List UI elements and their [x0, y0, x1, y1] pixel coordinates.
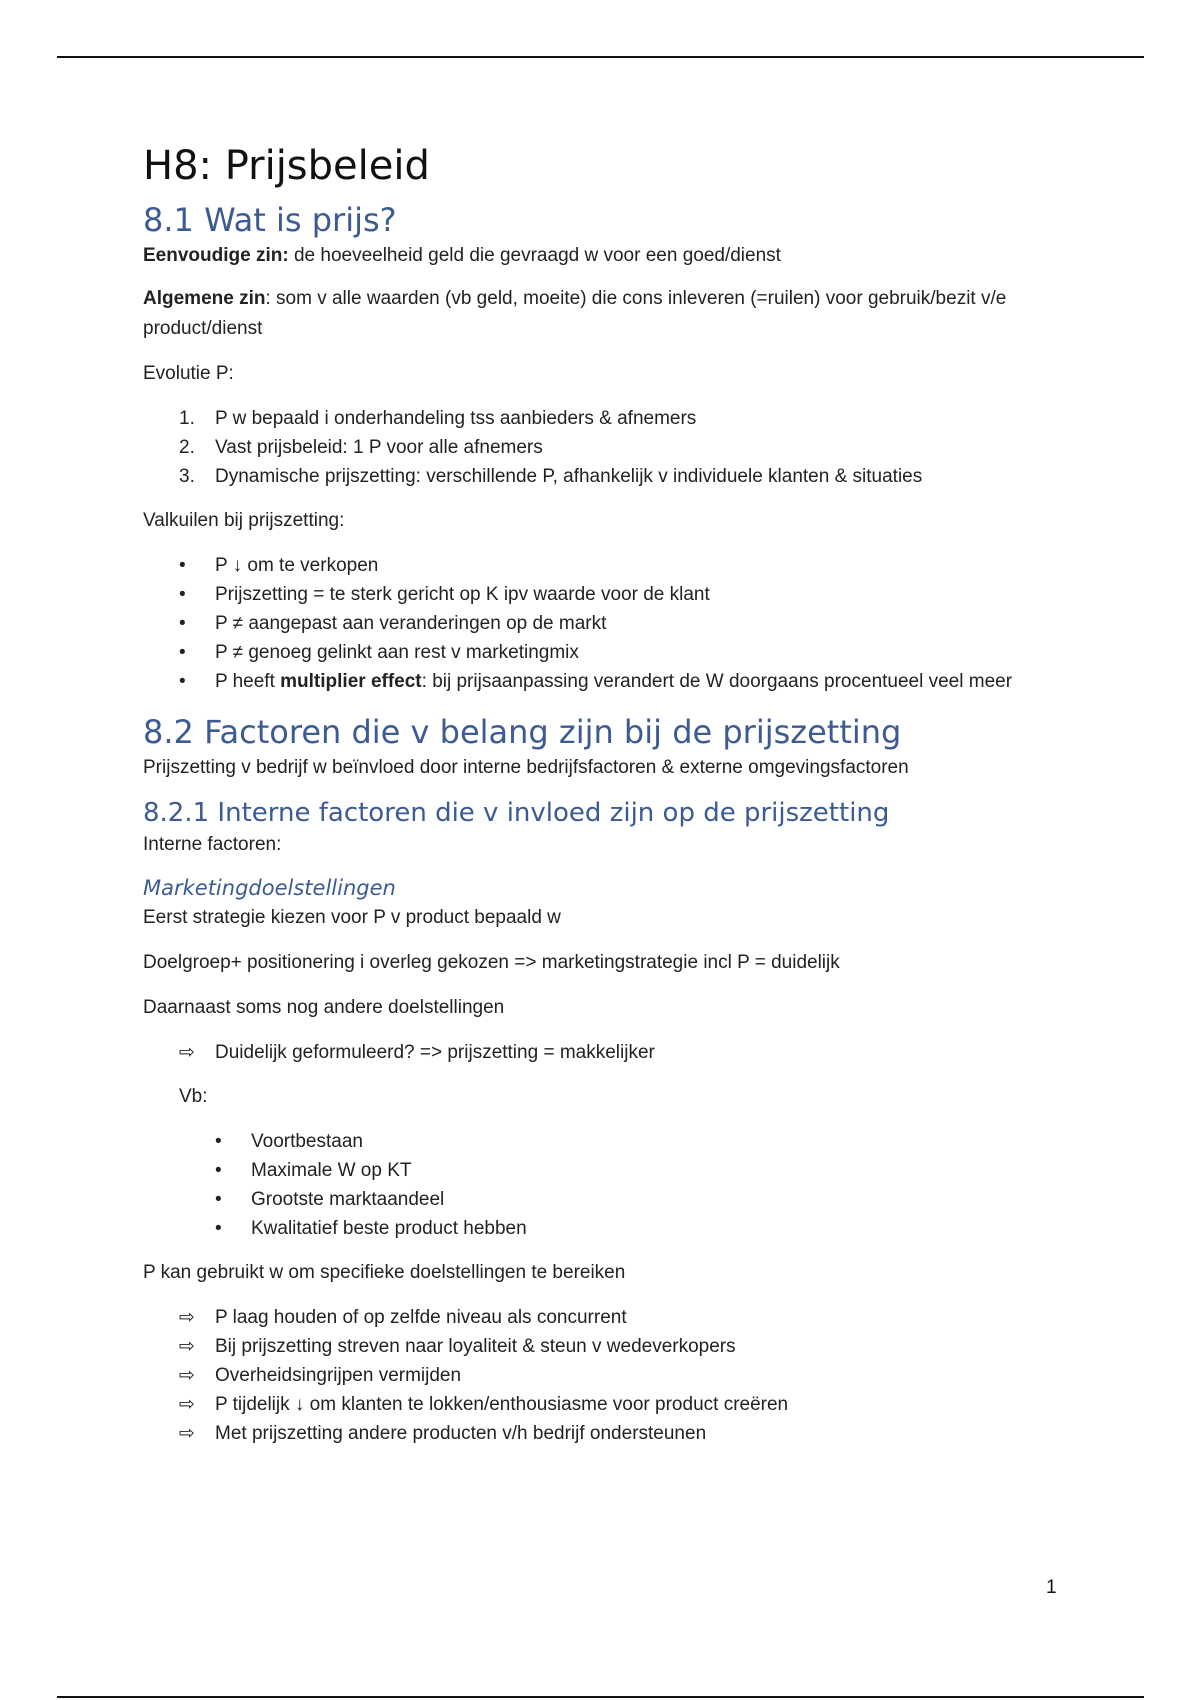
bullet-icon: •	[215, 1160, 222, 1181]
definition-simple-text: de hoeveelheid geld die gevraagd w voor een goed/dienst	[288, 245, 781, 266]
arrow-icon: ⇨	[179, 1365, 195, 1386]
list-item: • Maximale W op KT	[143, 1156, 1043, 1185]
list-item: • Kwalitatief beste product hebben	[143, 1214, 1043, 1243]
interne-factoren-label: Interne factoren:	[143, 834, 282, 855]
specifiek-label: P kan gebruikt w om specifieke doelstellingen te bereiken	[143, 1262, 626, 1283]
bullet-icon: •	[179, 584, 186, 605]
bullet-icon: •	[179, 642, 186, 663]
definition-general-text: : som v alle waarden (vb geld, moeite) die cons inleveren (=ruilen) voor gebruik/bezit v/e product/dienst	[143, 288, 1007, 339]
section-8-2-intro: Prijszetting v bedrijf w beïnvloed door interne bedrijfsfactoren & externe omgevingsfactoren	[143, 757, 909, 778]
list-item: • P ↓ om te verkopen	[143, 551, 1043, 580]
list-item: ⇨ Met prijszetting andere producten v/h bedrijf ondersteunen	[143, 1419, 1043, 1448]
arrow-icon: ⇨	[179, 1336, 195, 1357]
list-item: ⇨ P laag houden of op zelfde niveau als concurrent	[143, 1303, 1043, 1332]
list-item: • P ≠ genoeg gelinkt aan rest v marketingmix	[143, 638, 1043, 667]
list-item: • Prijszetting = te sterk gericht op K ipv waarde voor de klant	[143, 580, 1043, 609]
list-item: 2. Vast prijsbeleid: 1 P voor alle afnemers	[143, 433, 1043, 462]
evolutie-label: Evolutie P:	[143, 363, 234, 384]
list-item: ⇨ Overheidsingrijpen vermijden	[143, 1361, 1043, 1390]
list-item: ⇨ Bij prijszetting streven naar loyaliteit & steun v wedeverkopers	[143, 1332, 1043, 1361]
bullet-icon: •	[179, 555, 186, 576]
list-item: • P ≠ aangepast aan veranderingen op de markt	[143, 609, 1043, 638]
arrow-list	[143, 1038, 1043, 1067]
list-number: 1.	[179, 408, 195, 429]
evolutie-list	[143, 404, 1043, 491]
list-number: 2.	[179, 437, 195, 458]
bullet-icon: •	[215, 1189, 222, 1210]
document-page	[143, 135, 1043, 1463]
marketingdoelstellingen-heading: Marketingdoelstellingen	[143, 876, 396, 900]
definition-general	[143, 284, 1043, 344]
section-8-1-heading: 8.1 Wat is prijs?	[143, 201, 397, 239]
bullet-icon: •	[215, 1131, 222, 1152]
vb-label: Vb:	[179, 1086, 208, 1107]
paragraph: Eerst strategie kiezen voor P v product bepaald w	[143, 907, 561, 928]
arrow-icon: ⇨	[179, 1307, 195, 1328]
list-item: ⇨ P tijdelijk ↓ om klanten te lokken/enthousiasme voor product creëren	[143, 1390, 1043, 1419]
bullet-icon: •	[215, 1218, 222, 1239]
list-item: • Grootste marktaandeel	[143, 1185, 1043, 1214]
section-8-2-1-heading: 8.2.1 Interne factoren die v invloed zijn op de prijszetting	[143, 798, 890, 828]
paragraph: Daarnaast soms nog andere doelstellingen	[143, 997, 505, 1018]
valkuilen-label: Valkuilen bij prijszetting:	[143, 510, 345, 531]
definition-simple-label: Eenvoudige zin:	[143, 245, 289, 266]
arrow-icon: ⇨	[179, 1394, 195, 1415]
list-item: 1. P w bepaald i onderhandeling tss aanbieders & afnemers	[143, 404, 1043, 433]
arrow-icon: ⇨	[179, 1042, 195, 1063]
list-item: 3. Dynamische prijszetting: verschillende P, afhankelijk v individuele klanten & situaties	[143, 462, 1043, 491]
paragraph: Doelgroep+ positionering i overleg gekozen => marketingstrategie incl P = duidelijk	[143, 952, 840, 973]
page-number: 1	[1046, 1577, 1057, 1598]
arrow-icon: ⇨	[179, 1423, 195, 1444]
header-rule	[57, 56, 1144, 58]
valkuilen-list	[143, 551, 1043, 696]
specifiek-list	[143, 1303, 1043, 1448]
footer-rule	[57, 1696, 1144, 1698]
section-8-2-heading: 8.2 Factoren die v belang zijn bij de prijszetting	[143, 713, 902, 751]
bullet-icon: •	[179, 671, 186, 692]
vb-list	[143, 1127, 1043, 1243]
definition-general-label: Algemene zin	[143, 288, 266, 309]
list-number: 3.	[179, 466, 195, 487]
bullet-icon: •	[179, 613, 186, 634]
list-item: • Voortbestaan	[143, 1127, 1043, 1156]
list-item: ⇨ Duidelijk geformuleerd? => prijszetting = makkelijker	[143, 1038, 1043, 1067]
definition-simple	[143, 241, 1043, 271]
list-item: • P heeft multiplier effect: bij prijsaanpassing verandert de W doorgaans procentueel veel meer	[143, 667, 1043, 696]
document-title: H8: Prijsbeleid	[143, 143, 430, 189]
